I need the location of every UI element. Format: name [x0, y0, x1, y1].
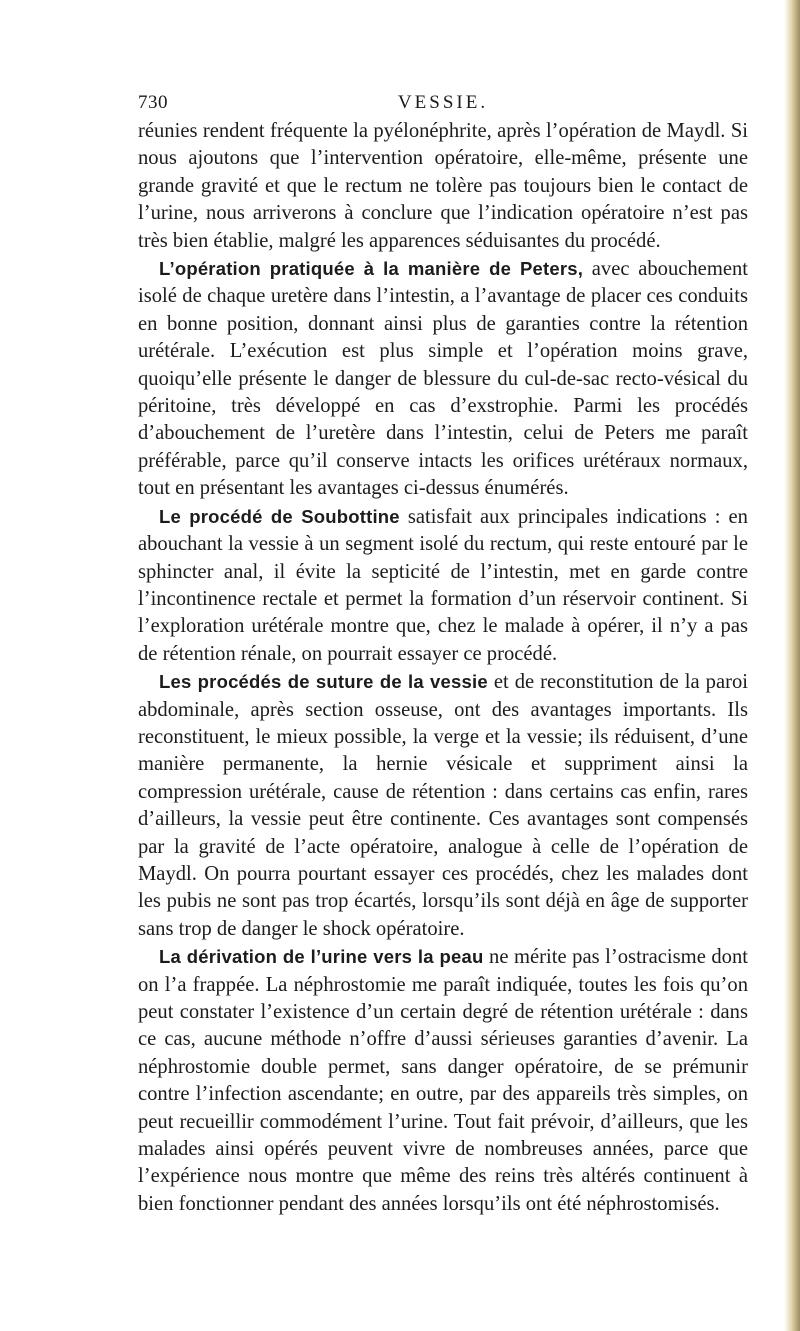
- paragraph-2: [138, 255, 748, 503]
- paragraph-2-text: avec abouchement isolé de chaque uretère dans l’intestin, a l’avantage de placer ces conduits en bonne position, donnant ainsi plus de garanties contre la rétention urétérale. L’exécution est plus simple et l’opération moins grave, quoiqu’elle présente le danger de blessure du cul-de-sac recto-vésical du péritoine, très développé en cas d’exstrophie. Parmi les procédés d’abouchement de l’uretère dans l’intestin, celui de Peters me paraît préférable, parce qu’il conserve intacts les orifices urétéraux normaux, tout en présentant les avantages ci-dessus énumérés.: [138, 258, 748, 500]
- paragraph-3-lead: Le procédé de Soubottine: [159, 505, 400, 527]
- paragraph-4: [138, 668, 748, 943]
- page-number: 730: [138, 92, 168, 113]
- paragraph-5: [138, 943, 748, 1218]
- paragraph-2-lead: L’opération pratiquée à la manière de Peters,: [159, 258, 584, 280]
- paragraph-5-text: ne mérite pas l’ostracisme dont on l’a frappée. La néphrostomie me paraît indiquée, toutes les fois qu’on peut constater l’existence d’un certain degré de rétention urétérale : dans ce cas, aucune méthode n’offre d’aussi sérieuses garanties d’avenir. La néphrostomie double permet, sans danger opératoire, de se prémunir contre l’infection ascendante; en outre, par des appareils très simples, on peut recueillir commodément l’urine. Tout fait prévoir, d’ailleurs, que les malades ainsi opérés peuvent vivre de nombreuses années, parce que l’expérience nous montre que même des reins très altérés continuent à bien fonctionner pendant des années lorsqu’ils ont été néphrostomisés.: [138, 946, 748, 1215]
- page-header: [138, 92, 748, 118]
- paragraph-3-text: satisfait aux principales indications : en abouchant la vessie à un segment isolé du rectum, qui reste entouré par le sphincter anal, il évite la septicité de l’intestin, met en garde contre l’incontinence rectale et permet la formation d’un réservoir continent. Si l’exploration urétérale montre que, chez le malade à opérer, il n’y a pas de rétention rénale, on pourrait essayer ce procédé.: [138, 505, 748, 665]
- paragraph-1: [138, 118, 748, 255]
- running-title: VESSIE.: [397, 92, 489, 113]
- paragraph-1-text: réunies rendent fréquente la pyélonéphrite, après l’opération de Maydl. Si nous ajoutons que l’intervention opératoire, elle-même, présente une grande gravité et que le rectum ne tolère pas toujours bien le contact de l’urine, nous arriverons à conclure que l’indication opératoire n’est pas très bien établie, malgré les apparences séduisantes du procédé.: [138, 120, 748, 252]
- body-text: [138, 118, 748, 1218]
- paragraph-4-lead: Les procédés de suture de la vessie: [159, 671, 488, 693]
- paragraph-4-text: et de reconstitution de la paroi abdominale, après section osseuse, ont des avantages importants. Ils reconstituent, le mieux possible, la verge et la vessie; ils réduisent, d’une manière permanente, la hernie vésicale et suppriment ainsi la compression urétérale, cause de rétention : dans certains cas enfin, rares d’ailleurs, la vessie peut être continente. Ces avantages sont compensés par la gravité de l’acte opératoire, analogue à celle de l’opération de Maydl. On pourra pourtant essayer ces procédés, chez les malades dont les pubis ne sont pas trop écartés, lorsqu’ils sont déjà en âge de supporter sans trop de danger le shock opératoire.: [138, 671, 748, 940]
- page-edge-shadow: [784, 0, 800, 1331]
- paragraph-5-lead: La dérivation de l’urine vers la peau: [159, 946, 484, 968]
- paragraph-3: [138, 503, 748, 668]
